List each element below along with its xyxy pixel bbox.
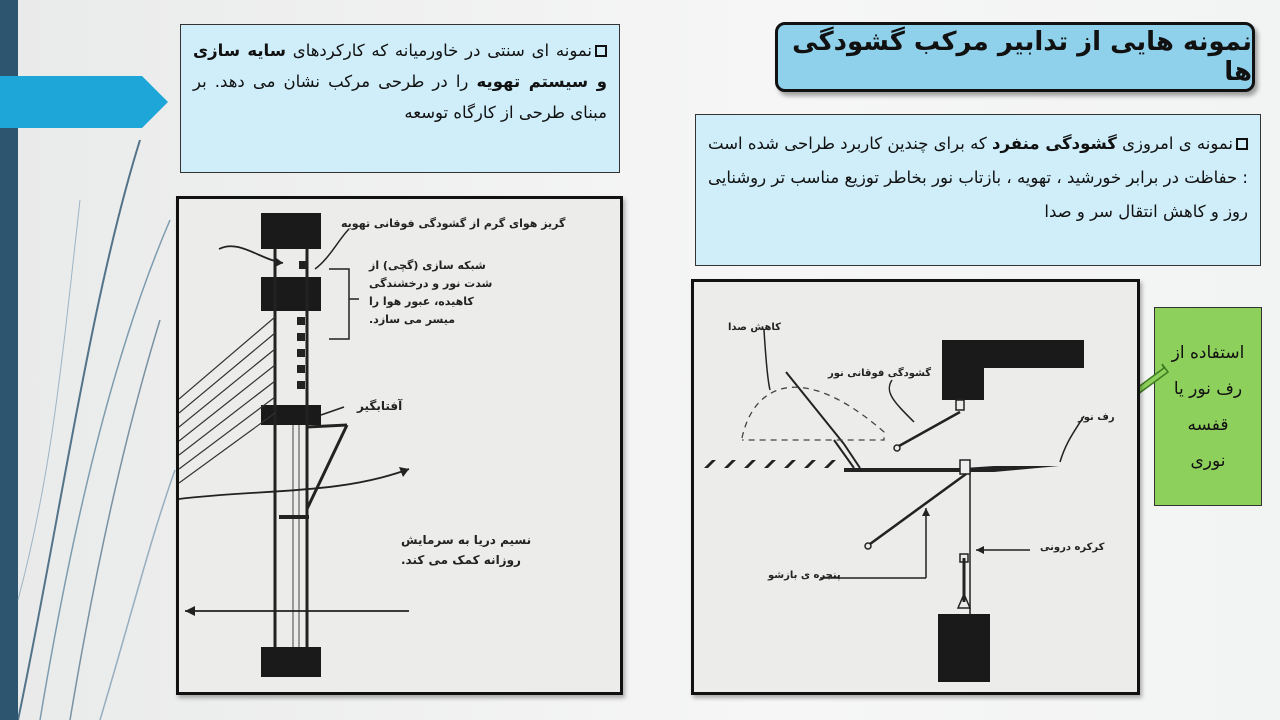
fig2-label-window: پنجره ی بازشو xyxy=(768,570,841,581)
slide-title-box xyxy=(775,22,1255,92)
fig1-label-screen-2: شدت نور و درخشندگی xyxy=(369,277,493,290)
fig1-label-breeze-1: نسیم دریا به سرمایش xyxy=(401,533,532,547)
fig2-label-light-shelf: رف نور xyxy=(1078,412,1115,423)
modern-example-textbox xyxy=(695,114,1261,266)
traditional-section-drawing xyxy=(179,199,620,692)
traditional-example-textbox xyxy=(180,24,620,173)
modern-opening-figure xyxy=(691,279,1140,695)
note-line: رف نور یا xyxy=(1173,378,1243,399)
fig1-label-screen-4: میسر می سازد. xyxy=(369,313,456,326)
fig1-label-hot-air: گریز هوای گرم از گشودگی فوقانی تهویه xyxy=(341,217,566,230)
tb1-part2: را در طرحی مرکب نشان می دهد. بر مبنای طرحی از کارگاه توسعه xyxy=(193,72,607,122)
fig1-label-shade: آفتابگیر xyxy=(357,399,403,413)
fig1-label-breeze-2: روزانه کمک می کند. xyxy=(401,553,521,567)
tb1-part1: نمونه ای سنتی در خاورمیانه که کارکردهای xyxy=(292,41,592,60)
checkbox-bullet-icon xyxy=(1236,138,1248,150)
modern-opening-drawing xyxy=(694,282,1137,692)
slide-title: نمونه هایی از تدابیر مرکب گشودگی ها xyxy=(792,27,1252,87)
light-shelf-note xyxy=(1154,307,1262,506)
checkbox-bullet-icon xyxy=(595,45,607,57)
tb2-bold: گشودگی منفرد xyxy=(992,134,1117,153)
fig1-label-screen-1: شبکه سازی (گچی) از xyxy=(369,259,486,272)
fig1-label-screen-3: کاهیده، عبور هوا را xyxy=(369,295,474,308)
note-line: نوری xyxy=(1190,450,1226,471)
chevron-tab-icon xyxy=(0,76,168,128)
note-line: قفسه xyxy=(1187,414,1229,435)
fig2-label-noise: کاهش صدا xyxy=(728,322,781,333)
fig2-label-upper-opening: گشودگی فوقانی نور xyxy=(828,368,932,379)
fig2-label-blind: کرکره درونی xyxy=(1040,542,1105,553)
tb1-bold: سایه سازی و سیستم تهویه xyxy=(193,41,607,91)
tb2-part2: که برای چندین کاربرد طراحی شده است : حفاظت در برابر خورشید ، تهویه ، بازتاب نور بخاطر توزیع مناسب تر روشنایی روز و کاهش انتقال سر و صدا xyxy=(708,134,1248,221)
traditional-section-figure xyxy=(176,196,623,695)
note-line: استفاده از xyxy=(1171,342,1245,363)
tb2-part1: نمونه ی امروزی xyxy=(1122,134,1233,153)
